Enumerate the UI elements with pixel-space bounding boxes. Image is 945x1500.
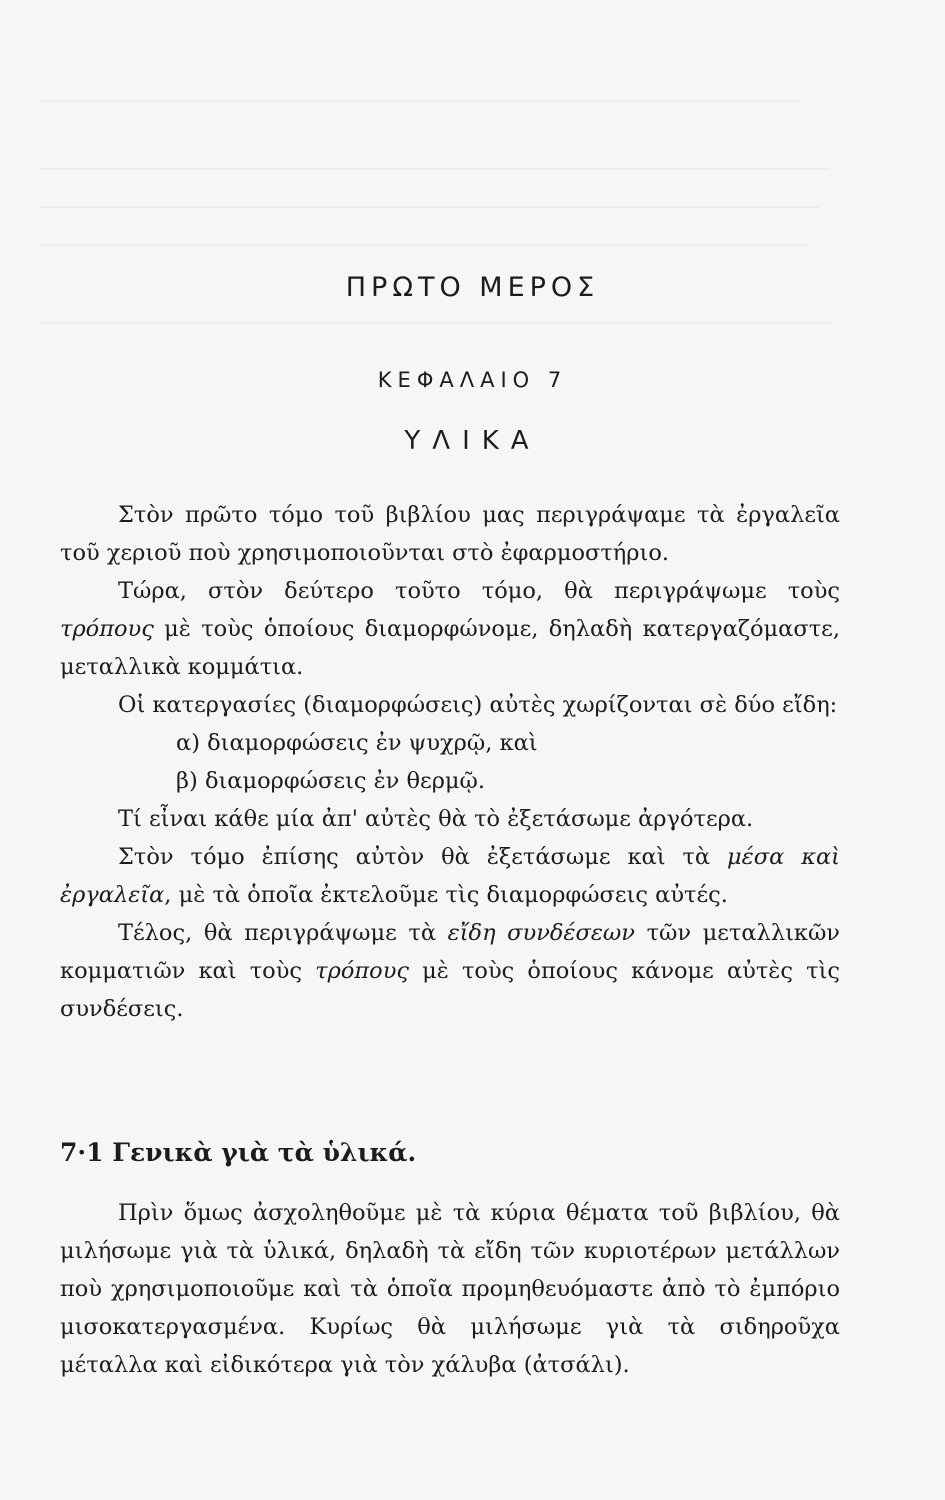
section-paragraph-1: Πρὶν ὅμως ἀσχοληθοῦμε μὲ τὰ κύρια θέματα τοῦ βιβλίου, θὰ μιλήσωμε γιὰ τὰ ὑλικά, δηλαδὴ τὰ εἴδη τῶν κυριοτέρων μετάλλων ποὺ χρησιμοποιοῦμε καὶ τὰ ὁποῖα προμηθευόμαστε ἀπὸ τὸ ἐμπόριο μισοκατεργασμένα. Κυρίως θὰ μιλήσωμε γιὰ τὰ σιδηροῦχα μέταλλα καὶ εἰδικότερα γιὰ τὸν χάλυβα (ἀτσάλι). bbox=[60, 1200, 840, 1378]
emphasis-text: εἴδη συνδέσεων bbox=[447, 920, 635, 946]
intro-paragraph-1: Στὸν πρῶτο τόμο τοῦ βιβλίου μας περιγράψαμε τὰ ἐργαλεῖα τοῦ χεριοῦ ποὺ χρησιμοποιοῦνται στὸ ἐφαρμοστήριο. bbox=[60, 502, 840, 566]
part-title: ΠΡΩΤΟ ΜΕΡΟΣ bbox=[345, 272, 600, 303]
bleed-through-line bbox=[40, 322, 830, 324]
text-run: , μὲ τὰ ὁποῖα ἐκτελοῦμε τὶς διαμορφώσεις αὐτές. bbox=[164, 882, 728, 908]
bleed-through-line bbox=[40, 244, 810, 246]
text-run: μὲ τοὺς ὁποίους κάνομε αὐτὲς τὶς συνδέσεις. bbox=[60, 958, 840, 1022]
bleed-through-line bbox=[40, 100, 800, 102]
chapter-label: ΚΕΦΑΛΑΙΟ 7 bbox=[377, 368, 568, 392]
text-run: Τέλος, θὰ περιγράψωμε τὰ bbox=[118, 920, 448, 946]
chapter-intro bbox=[60, 496, 840, 1028]
emphasis-text: τρόπους bbox=[60, 616, 154, 642]
bleed-through-line bbox=[40, 168, 830, 170]
intro-paragraph-2 bbox=[60, 572, 840, 686]
section-heading: 7·1 Γενικὰ γιὰ τὰ ὑλικά. bbox=[60, 1138, 417, 1167]
text-run: Στὸν τόμο ἐπίσης αὐτὸν θὰ ἐξετάσωμε καὶ τὰ bbox=[118, 844, 728, 870]
chapter-title: ΥΛΙΚΑ bbox=[404, 426, 541, 456]
intro-paragraph-4: Τί εἶναι κάθε μία ἀπ' αὐτὲς θὰ τὸ ἐξετάσωμε ἀργότερα. bbox=[118, 806, 754, 832]
bleed-through-line bbox=[40, 206, 820, 208]
intro-paragraph-6 bbox=[60, 914, 840, 1028]
section-body bbox=[60, 1194, 840, 1384]
list-item-a: α) διαμορφώσεις ἐν ψυχρῷ, καὶ bbox=[176, 730, 538, 756]
emphasis-text: τρόπους bbox=[315, 958, 409, 984]
text-run: μὲ τοὺς ὁποίους διαμορφώνομε, δηλαδὴ κατεργαζόμαστε, μεταλλικὰ κομμάτια. bbox=[60, 616, 840, 680]
text-run: τῶν μεταλλικῶν κομματιῶν καὶ τοὺς bbox=[60, 920, 840, 984]
intro-paragraph-5 bbox=[60, 838, 840, 914]
list-item-b: β) διαμορφώσεις ἐν θερμῷ. bbox=[176, 768, 486, 794]
emphasis-text: μέσα καὶ ἐργαλεῖα bbox=[60, 844, 840, 908]
intro-paragraph-3: Οἱ κατεργασίες (διαμορφώσεις) αὐτὲς χωρίζονται σὲ δύο εἴδη: bbox=[118, 692, 838, 718]
text-run: Τώρα, στὸν δεύτερο τοῦτο τόμο, θὰ περιγράψωμε τοὺς bbox=[118, 578, 840, 604]
